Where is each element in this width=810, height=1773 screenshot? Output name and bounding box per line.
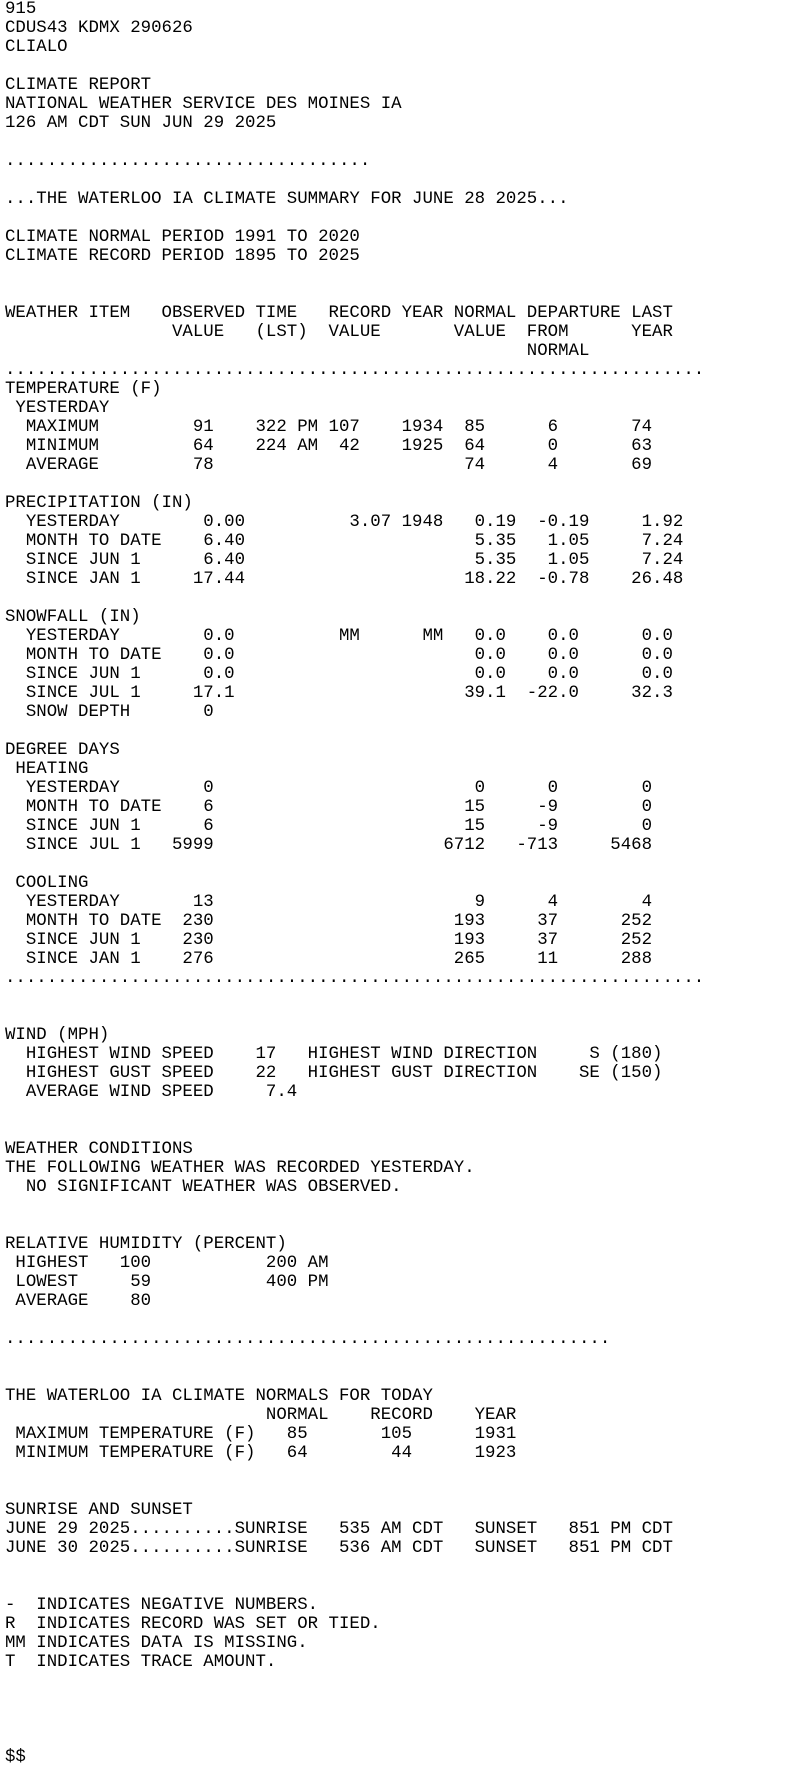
report-line: YESTERDAY 0 0 0 0 [5,779,653,798]
report-line [5,171,810,190]
report-line: NO SIGNIFICANT WEATHER WAS OBSERVED. [5,1178,402,1197]
report-line [5,1102,810,1121]
report-line [5,1349,810,1368]
report-line: SINCE JUN 1 6.40 5.35 1.05 7.24 [5,551,684,570]
report-line: MM INDICATES DATA IS MISSING. [5,1634,308,1653]
report-line: WEATHER CONDITIONS [5,1140,193,1159]
report-line: SNOWFALL (IN) [5,608,141,627]
report-line: HIGHEST GUST SPEED 22 HIGHEST GUST DIRECTION SE (150) [5,1064,663,1083]
report-line: WIND (MPH) [5,1026,110,1045]
report-line: CDUS43 KDMX 290626 [5,19,193,38]
report-line: SINCE JUN 1 6 15 -9 0 [5,817,653,836]
report-line: CLIALO [5,38,68,57]
report-line [5,1710,810,1729]
report-line: YESTERDAY 0.00 3.07 1948 0.19 -0.19 1.92 [5,513,684,532]
report-line [5,1558,810,1577]
report-line: CLIMATE NORMAL PERIOD 1991 TO 2020 [5,228,360,247]
report-line: AVERAGE WIND SPEED 7.4 [5,1083,298,1102]
report-line [5,266,810,285]
report-line [5,1216,810,1235]
report-line: MINIMUM TEMPERATURE (F) 64 44 1923 [5,1444,517,1463]
report-line: MONTH TO DATE 230 193 37 252 [5,912,653,931]
report-line: NORMAL RECORD YEAR [5,1406,517,1425]
report-line [5,1311,810,1330]
report-line: ...THE WATERLOO IA CLIMATE SUMMARY FOR JUNE 28 2025... [5,190,569,209]
report-line: VALUE (LST) VALUE VALUE FROM YEAR [5,323,673,342]
report-line: JUNE 29 2025..........SUNRISE 535 AM CDT SUNSET 851 PM CDT [5,1520,673,1539]
report-line: SINCE JUL 1 5999 6712 -713 5468 [5,836,653,855]
report-line: SNOW DEPTH 0 [5,703,214,722]
report-line [5,1007,810,1026]
report-line [5,1463,810,1482]
report-line: MAXIMUM TEMPERATURE (F) 85 105 1931 [5,1425,517,1444]
report-line: SINCE JAN 1 276 265 11 288 [5,950,653,969]
report-line: LOWEST 59 400 PM [5,1273,329,1292]
report-line [5,475,810,494]
report-line: SUNRISE AND SUNSET [5,1501,193,1520]
report-line: SINCE JUN 1 0.0 0.0 0.0 0.0 [5,665,673,684]
report-line: SINCE JAN 1 17.44 18.22 -0.78 26.48 [5,570,684,589]
report-line: - INDICATES NEGATIVE NUMBERS. [5,1596,319,1615]
report-line: WEATHER ITEM OBSERVED TIME RECORD YEAR NORMAL DEPARTURE LAST [5,304,673,323]
report-line: CLIMATE RECORD PERIOD 1895 TO 2025 [5,247,360,266]
report-line [5,1368,810,1387]
report-line: 915 [5,0,37,19]
report-line: NATIONAL WEATHER SERVICE DES MOINES IA [5,95,402,114]
report-line: AVERAGE 78 74 4 69 [5,456,653,475]
report-line: DEGREE DAYS [5,741,120,760]
report-line: T INDICATES TRACE AMOUNT. [5,1653,277,1672]
report-line: JUNE 30 2025..........SUNRISE 536 AM CDT SUNSET 851 PM CDT [5,1539,673,1558]
report-line: R INDICATES RECORD WAS SET OR TIED. [5,1615,381,1634]
report-line [5,722,810,741]
report-line: ................................... [5,152,371,171]
report-line: THE WATERLOO IA CLIMATE NORMALS FOR TODAY [5,1387,433,1406]
report-line: SINCE JUN 1 230 193 37 252 [5,931,653,950]
report-line [5,988,810,1007]
report-line: YESTERDAY 0.0 MM MM 0.0 0.0 0.0 [5,627,673,646]
report-line: $$ [5,1748,26,1767]
report-line: MINIMUM 64 224 AM 42 1925 64 0 63 [5,437,653,456]
report-line: PRECIPITATION (IN) [5,494,193,513]
report-line: ................................................................... [5,969,705,988]
report-line [5,1121,810,1140]
report-line [5,1691,810,1710]
report-line [5,1482,810,1501]
report-line: THE FOLLOWING WEATHER WAS RECORDED YESTERDAY. [5,1159,475,1178]
report-line: MONTH TO DATE 6.40 5.35 1.05 7.24 [5,532,684,551]
report-line: MAXIMUM 91 322 PM 107 1934 85 6 74 [5,418,653,437]
report-line [5,1672,810,1691]
report-line: ................................................................... [5,361,705,380]
report-line: YESTERDAY [5,399,110,418]
report-line: YESTERDAY 13 9 4 4 [5,893,653,912]
report-line: HIGHEST WIND SPEED 17 HIGHEST WIND DIRECTION S (180) [5,1045,663,1064]
report-line: RELATIVE HUMIDITY (PERCENT) [5,1235,287,1254]
report-line: HIGHEST 100 200 AM [5,1254,329,1273]
report-line: COOLING [5,874,89,893]
report-line: .......................................................... [5,1330,611,1349]
report-line: 126 AM CDT SUN JUN 29 2025 [5,114,277,133]
report-line: MONTH TO DATE 6 15 -9 0 [5,798,653,817]
report-line: HEATING [5,760,89,779]
report-line [5,285,810,304]
report-line [5,855,810,874]
report-line: TEMPERATURE (F) [5,380,162,399]
report-line: AVERAGE 80 [5,1292,152,1311]
report-line: SINCE JUL 1 17.1 39.1 -22.0 32.3 [5,684,673,703]
report-line: NORMAL [5,342,590,361]
report-line [5,209,810,228]
report-line [5,1577,810,1596]
report-line: CLIMATE REPORT [5,76,152,95]
report-line [5,1729,810,1748]
report-line [5,1197,810,1216]
report-line [5,57,810,76]
report-line: MONTH TO DATE 0.0 0.0 0.0 0.0 [5,646,673,665]
report-line [5,589,810,608]
report-line [5,133,810,152]
